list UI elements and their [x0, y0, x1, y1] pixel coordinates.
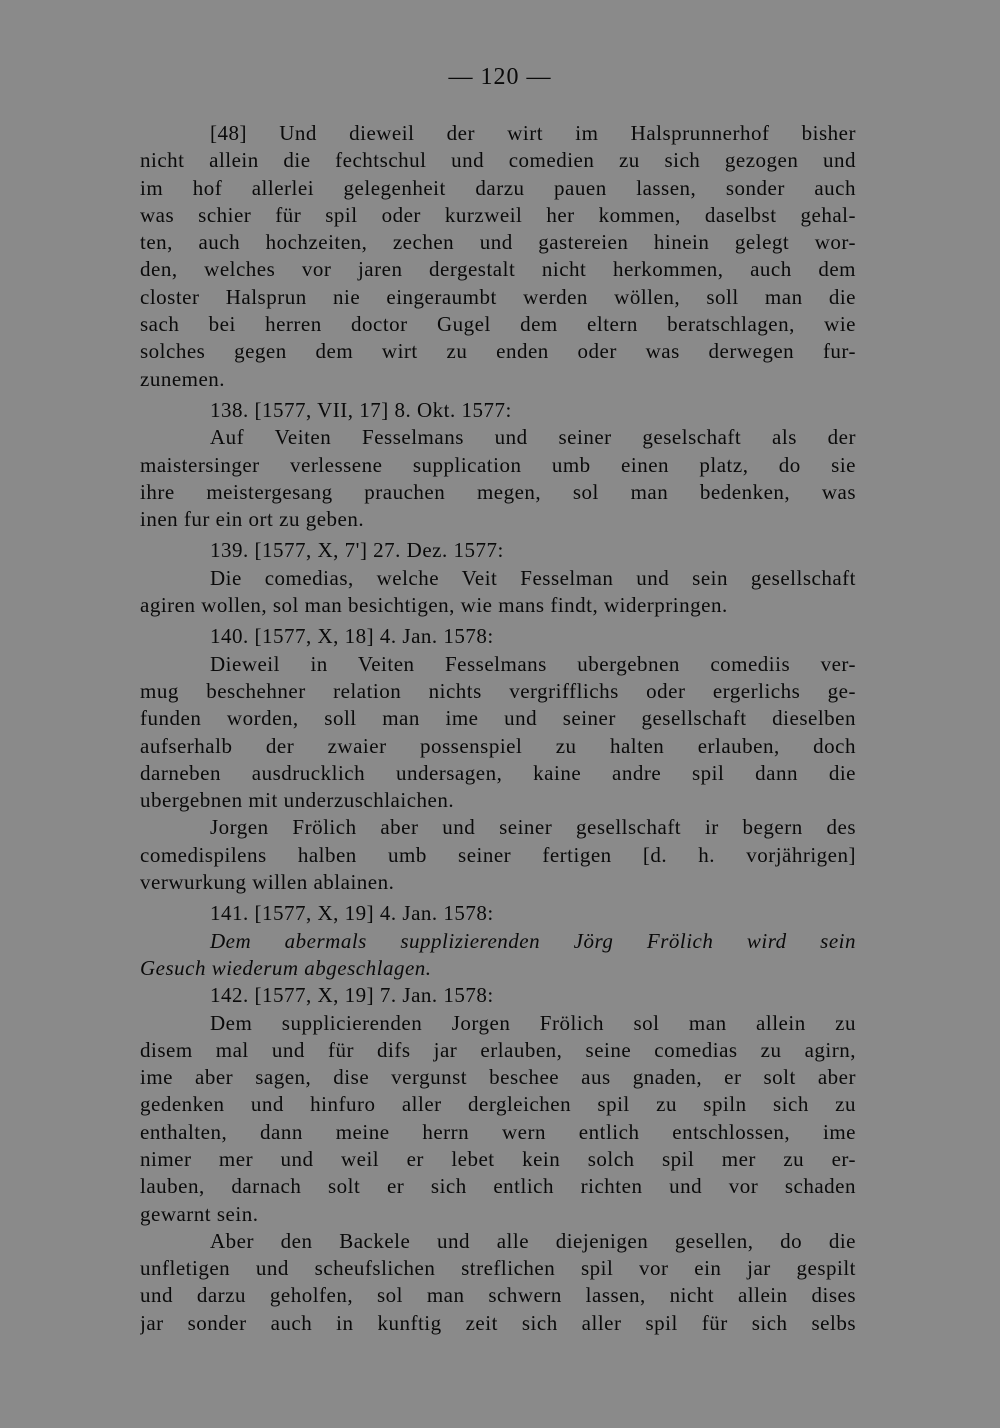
text-line: aufserhalb der zwaier possenspiel zu halten erlauben, doch — [140, 733, 856, 758]
text-line: nicht allein die fechtschul und comedien zu sich gezogen und — [140, 148, 856, 173]
text-line: jar sonder auch in kunftig zeit sich aller spil für sich selbs — [140, 1310, 856, 1335]
text-line: Die comedias, welche Veit Fesselman und sein gesellschaft — [210, 565, 856, 590]
text-line: ubergebnen mit underzuschlaichen. — [140, 788, 455, 813]
text-line: sach bei herren doctor Gugel dem eltern beratschlagen, wie — [140, 312, 856, 337]
text-line: ime aber sagen, dise vergunst beschee aus gnaden, er solt aber — [140, 1065, 856, 1090]
text-line: Aber den Backele und alle diejenigen gesellen, do die — [210, 1228, 856, 1253]
text-line: funden worden, soll man ime und seiner gesellschaft dieselben — [140, 706, 856, 731]
text-line: 141. [1577, X, 19] 4. Jan. 1578: — [210, 901, 494, 926]
text-line: maistersinger verlessene supplication umb einen platz, do sie — [140, 452, 856, 477]
text-line: disem mal und für difs jar erlauben, seine comedias zu agirn, — [140, 1037, 856, 1062]
text-line: nimer mer und weil er lebet kein solch spil mer zu er- — [140, 1146, 856, 1171]
text-line: Jorgen Frölich aber und seiner gesellschaft ir begern des — [210, 815, 856, 840]
text-line: 139. [1577, X, 7'] 27. Dez. 1577: — [210, 538, 504, 563]
text-line: im hof allerlei gelegenheit darzu pauen lassen, sonder auch — [140, 175, 856, 200]
text-line: 140. [1577, X, 18] 4. Jan. 1578: — [210, 624, 494, 649]
body-text — [140, 120, 856, 1337]
text-line: 142. [1577, X, 19] 7. Jan. 1578: — [210, 983, 494, 1008]
text-line: mug beschehner relation nichts vergrifflichs oder ergerlichs ge- — [140, 678, 856, 703]
text-line: 138. [1577, VII, 17] 8. Okt. 1577: — [210, 397, 512, 422]
text-line: unfletigen und scheufslichen streflichen spil vor ein jar gespilt — [140, 1256, 856, 1281]
text-line: ihre meistergesang prauchen megen, sol man bedenken, was — [140, 479, 856, 504]
text-line: gewarnt sein. — [140, 1201, 259, 1226]
text-line: lauben, darnach solt er sich entlich richten und vor schaden — [140, 1174, 856, 1199]
text-line: closter Halsprun nie eingeraumbt werden wöllen, soll man die — [140, 284, 856, 309]
text-line: Dieweil in Veiten Fesselmans ubergebnen comediis ver- — [210, 651, 856, 676]
text-line: was schier für spil oder kurzweil her kommen, daselbst gehal- — [140, 202, 856, 227]
text-line: inen fur ein ort zu geben. — [140, 507, 365, 532]
text-line: agiren wollen, sol man besichtigen, wie mans findt, widerpringen. — [140, 593, 728, 618]
text-line: den, welches vor jaren dergestalt nicht herkommen, auch dem — [140, 257, 856, 282]
text-line: Auf Veiten Fesselmans und seiner geselschaft als der — [210, 425, 856, 450]
text-line: solches gegen dem wirt zu enden oder was derwegen fur- — [140, 339, 856, 364]
text-line: ten, auch hochzeiten, zechen und gastereien hinein gelegt wor- — [140, 230, 856, 255]
text-line: Dem abermals supplizierenden Jörg Frölich wird sein — [210, 928, 856, 953]
page-number: — 120 — — [448, 64, 552, 90]
text-line: zunemen. — [140, 366, 226, 391]
text-line: darneben ausdrucklich undersagen, kaine andre spil dann die — [140, 760, 856, 785]
text-line: und darzu geholfen, sol man schwern lassen, nicht allein dises — [140, 1283, 856, 1308]
text-line: verwurkung willen ablainen. — [140, 870, 395, 895]
text-line: comedispilens halben umb seiner fertigen [d. h. vorjährigen] — [140, 842, 856, 867]
text-line: gedenken und hinfuro aller dergleichen spil zu spiln sich zu — [140, 1092, 856, 1117]
text-line: Dem supplicierenden Jorgen Frölich sol man allein zu — [210, 1010, 856, 1035]
text-line: Gesuch wiederum abgeschlagen. — [140, 955, 432, 980]
text-line: [48] Und dieweil der wirt im Halsprunnerhof bisher — [210, 121, 856, 145]
text-line: enthalten, dann meine herrn wern entlich entschlossen, ime — [140, 1119, 856, 1144]
